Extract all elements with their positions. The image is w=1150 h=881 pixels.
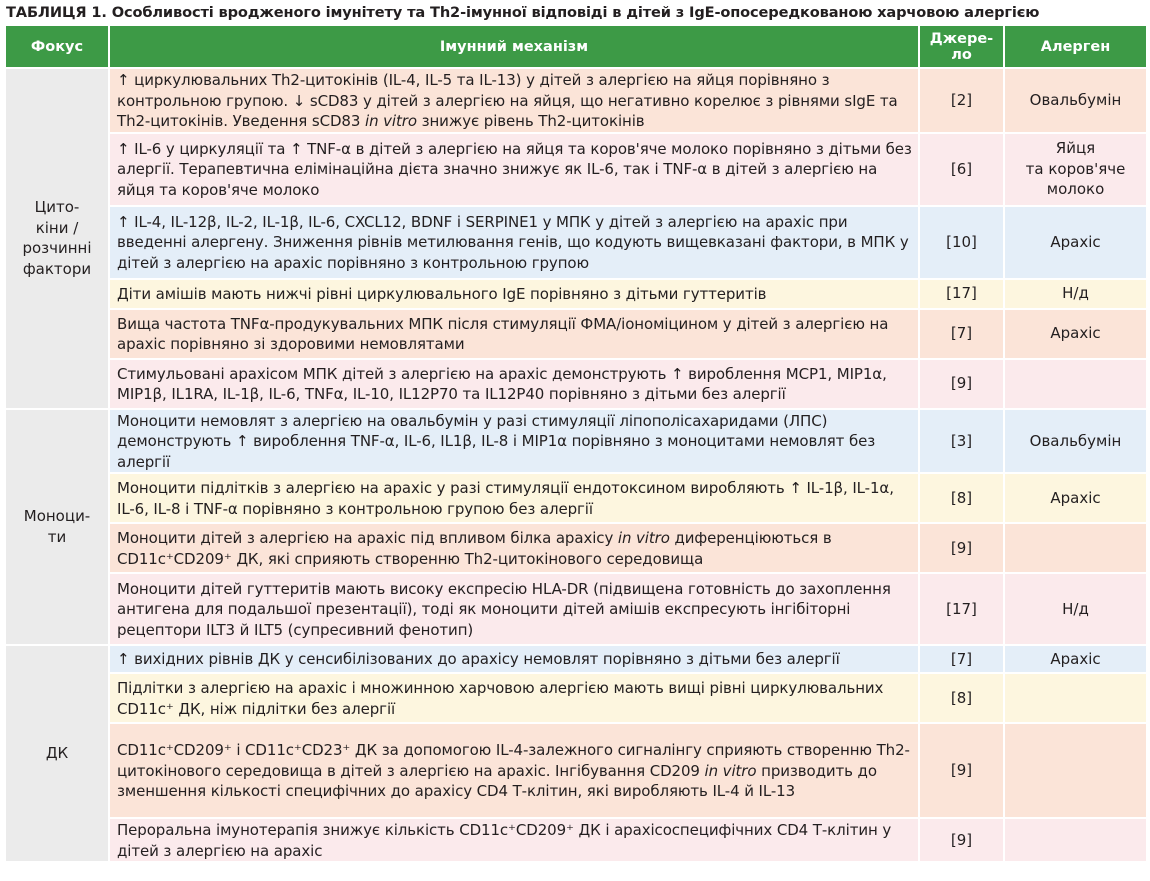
source-cell: [2] [919, 68, 1004, 133]
focus-cell: Цито- кіни / розчинні фактори [5, 68, 109, 409]
source-cell: [10] [919, 206, 1004, 279]
mechanism-cell: Моноцити підлітків з алергією на арахіс у разі стимуляції ендотоксином виробляють ↑ IL-1β, IL-1α, IL-6, IL-8 і TNF-α порівняно з контрольною групою без алергії [109, 473, 919, 523]
mechanism-cell: Діти амішів мають нижчі рівні циркулювального IgE порівняно з дітьми гуттеритів [109, 279, 919, 309]
table-row [5, 723, 1147, 818]
source-cell: [3] [919, 409, 1004, 474]
table-row [5, 133, 1147, 206]
table-row [5, 818, 1147, 862]
allergen-cell [1004, 723, 1147, 818]
mechanism-cell: Моноцити дітей з алергією на арахіс під впливом білка арахісу in vitro диференціюються в CD11c⁺CD209⁺ ДК, які сприяють створенню Th2-цитокінового середовища [109, 523, 919, 573]
mechanism-cell: Стимульовані арахісом МПК дітей з алергією на арахіс демонструють ↑ вироблення MCP1, MIP1α, MIP1β, IL1RA, IL-1β, IL-6, TNFα, IL-10, IL12P70 та IL12P40 порівняно з дітьми без алергії [109, 359, 919, 409]
mechanism-cell: CD11c⁺CD209⁺ і CD11c⁺CD23⁺ ДК за допомогою IL-4-залежного сигналінгу сприяють створенню Th2-цитокінового середовища в дітей з алергією на арахіс. Інгібування CD209 in vitro призводить до зменшення кількості специфічних до арахісу CD4 Т-клітин, які виробляють IL-4 й IL-13 [109, 723, 919, 818]
source-cell: [9] [919, 723, 1004, 818]
source-cell: [9] [919, 818, 1004, 862]
allergen-cell: Яйця та коров'яче молоко [1004, 133, 1147, 206]
allergen-cell [1004, 818, 1147, 862]
focus-cell: Моноци- ти [5, 409, 109, 646]
source-cell: [8] [919, 673, 1004, 723]
allergen-cell: Арахіс [1004, 473, 1147, 523]
table-row [5, 359, 1147, 409]
table-row [5, 409, 1147, 474]
header-mechanism: Імунний механізм [109, 25, 919, 68]
allergen-cell [1004, 673, 1147, 723]
source-cell: [6] [919, 133, 1004, 206]
focus-cell: ДК [5, 645, 109, 862]
allergen-cell: Н/д [1004, 279, 1147, 309]
table-header-row [5, 25, 1147, 68]
header-allergen: Алерген [1004, 25, 1147, 68]
source-cell: [9] [919, 359, 1004, 409]
header-source: Джере- ло [919, 25, 1004, 68]
mechanism-cell: Підлітки з алергією на арахіс і множинною харчовою алергією мають вищі рівні циркулювальних CD11c⁺ ДК, ніж підлітки без алергії [109, 673, 919, 723]
table-row [5, 473, 1147, 523]
table-row [5, 309, 1147, 359]
source-cell: [9] [919, 523, 1004, 573]
source-cell: [7] [919, 645, 1004, 673]
source-cell: [17] [919, 279, 1004, 309]
mechanism-cell: Вища частота TNFα-продукувальних МПК після стимуляції ФМА/іономіцином у дітей з алергією на арахіс порівняно зі здоровими немовлятами [109, 309, 919, 359]
table-row [5, 206, 1147, 279]
table-row [5, 68, 1147, 133]
table-row [5, 645, 1147, 673]
allergen-cell: Арахіс [1004, 206, 1147, 279]
table-row [5, 573, 1147, 645]
table-row [5, 673, 1147, 723]
mechanism-cell: ↑ IL-4, IL-12β, IL-2, IL-1β, IL-6, CXCL12, BDNF і SERPINE1 у МПК у дітей з алергією на арахіс при введенні алергену. Зниження рівнів метилювання генів, що кодують вищевказані фактори, в МПК у дітей з алергією на арахіс порівняно з контрольною групою [109, 206, 919, 279]
mechanism-cell: ↑ циркулювальних Th2-цитокінів (IL-4, IL-5 та IL-13) у дітей з алергією на яйця порівняно з контрольною групою. ↓ sCD83 у дітей з алергією на яйця, що негативно корелює з рівнями sIgE та Th2-цитокінів. Уведення sCD83 in vitro знижує рівень Th2-цитокінів [109, 68, 919, 133]
allergen-cell: Овальбумін [1004, 68, 1147, 133]
source-cell: [17] [919, 573, 1004, 645]
allergen-cell: Арахіс [1004, 309, 1147, 359]
source-cell: [7] [919, 309, 1004, 359]
table-row [5, 523, 1147, 573]
mechanism-cell: Пероральна імунотерапія знижує кількість CD11c⁺CD209⁺ ДК і арахісоспецифічних CD4 Т-клітин у дітей з алергією на арахіс [109, 818, 919, 862]
mechanism-cell: ↑ IL-6 у циркуляції та ↑ TNF-α в дітей з алергією на яйця та коров'яче молоко порівняно з дітьми без алергії. Терапевтична елімінаційна дієта значно знижує як IL-6, так і TNF-α в дітей з алергією на яйця та коров'яче молоко [109, 133, 919, 206]
table-row [5, 279, 1147, 309]
allergen-cell [1004, 359, 1147, 409]
table-caption: ТАБЛИЦЯ 1. Особливості вродженого імунітету та Th2-імунної відповіді в дітей з IgE-опосередкованою харчовою алергією [6, 4, 1040, 21]
allergen-cell: Овальбумін [1004, 409, 1147, 474]
mechanism-cell: ↑ вихідних рівнів ДК у сенсибілізованих до арахісу немовлят порівняно з дітьми без алергії [109, 645, 919, 673]
allergen-cell [1004, 523, 1147, 573]
mechanism-cell: Моноцити немовлят з алергією на овальбумін у разі стимуляції ліпополісахаридами (ЛПС) демонструють ↑ вироблення TNF-α, IL-6, IL1β, IL-8 і MIP1α порівняно з моноцитами немовлят без алергії [109, 409, 919, 474]
immunity-table [4, 24, 1148, 863]
allergen-cell: Арахіс [1004, 645, 1147, 673]
header-focus: Фокус [5, 25, 109, 68]
mechanism-cell: Моноцити дітей гуттеритів мають високу експресію HLA-DR (підвищена готовність до захоплення антигена для подальшої презентації), тоді як моноцити дітей амішів експресують інгібіторні рецептори ILT3 й ILT5 (супресивний фенотип) [109, 573, 919, 645]
allergen-cell: Н/д [1004, 573, 1147, 645]
source-cell: [8] [919, 473, 1004, 523]
